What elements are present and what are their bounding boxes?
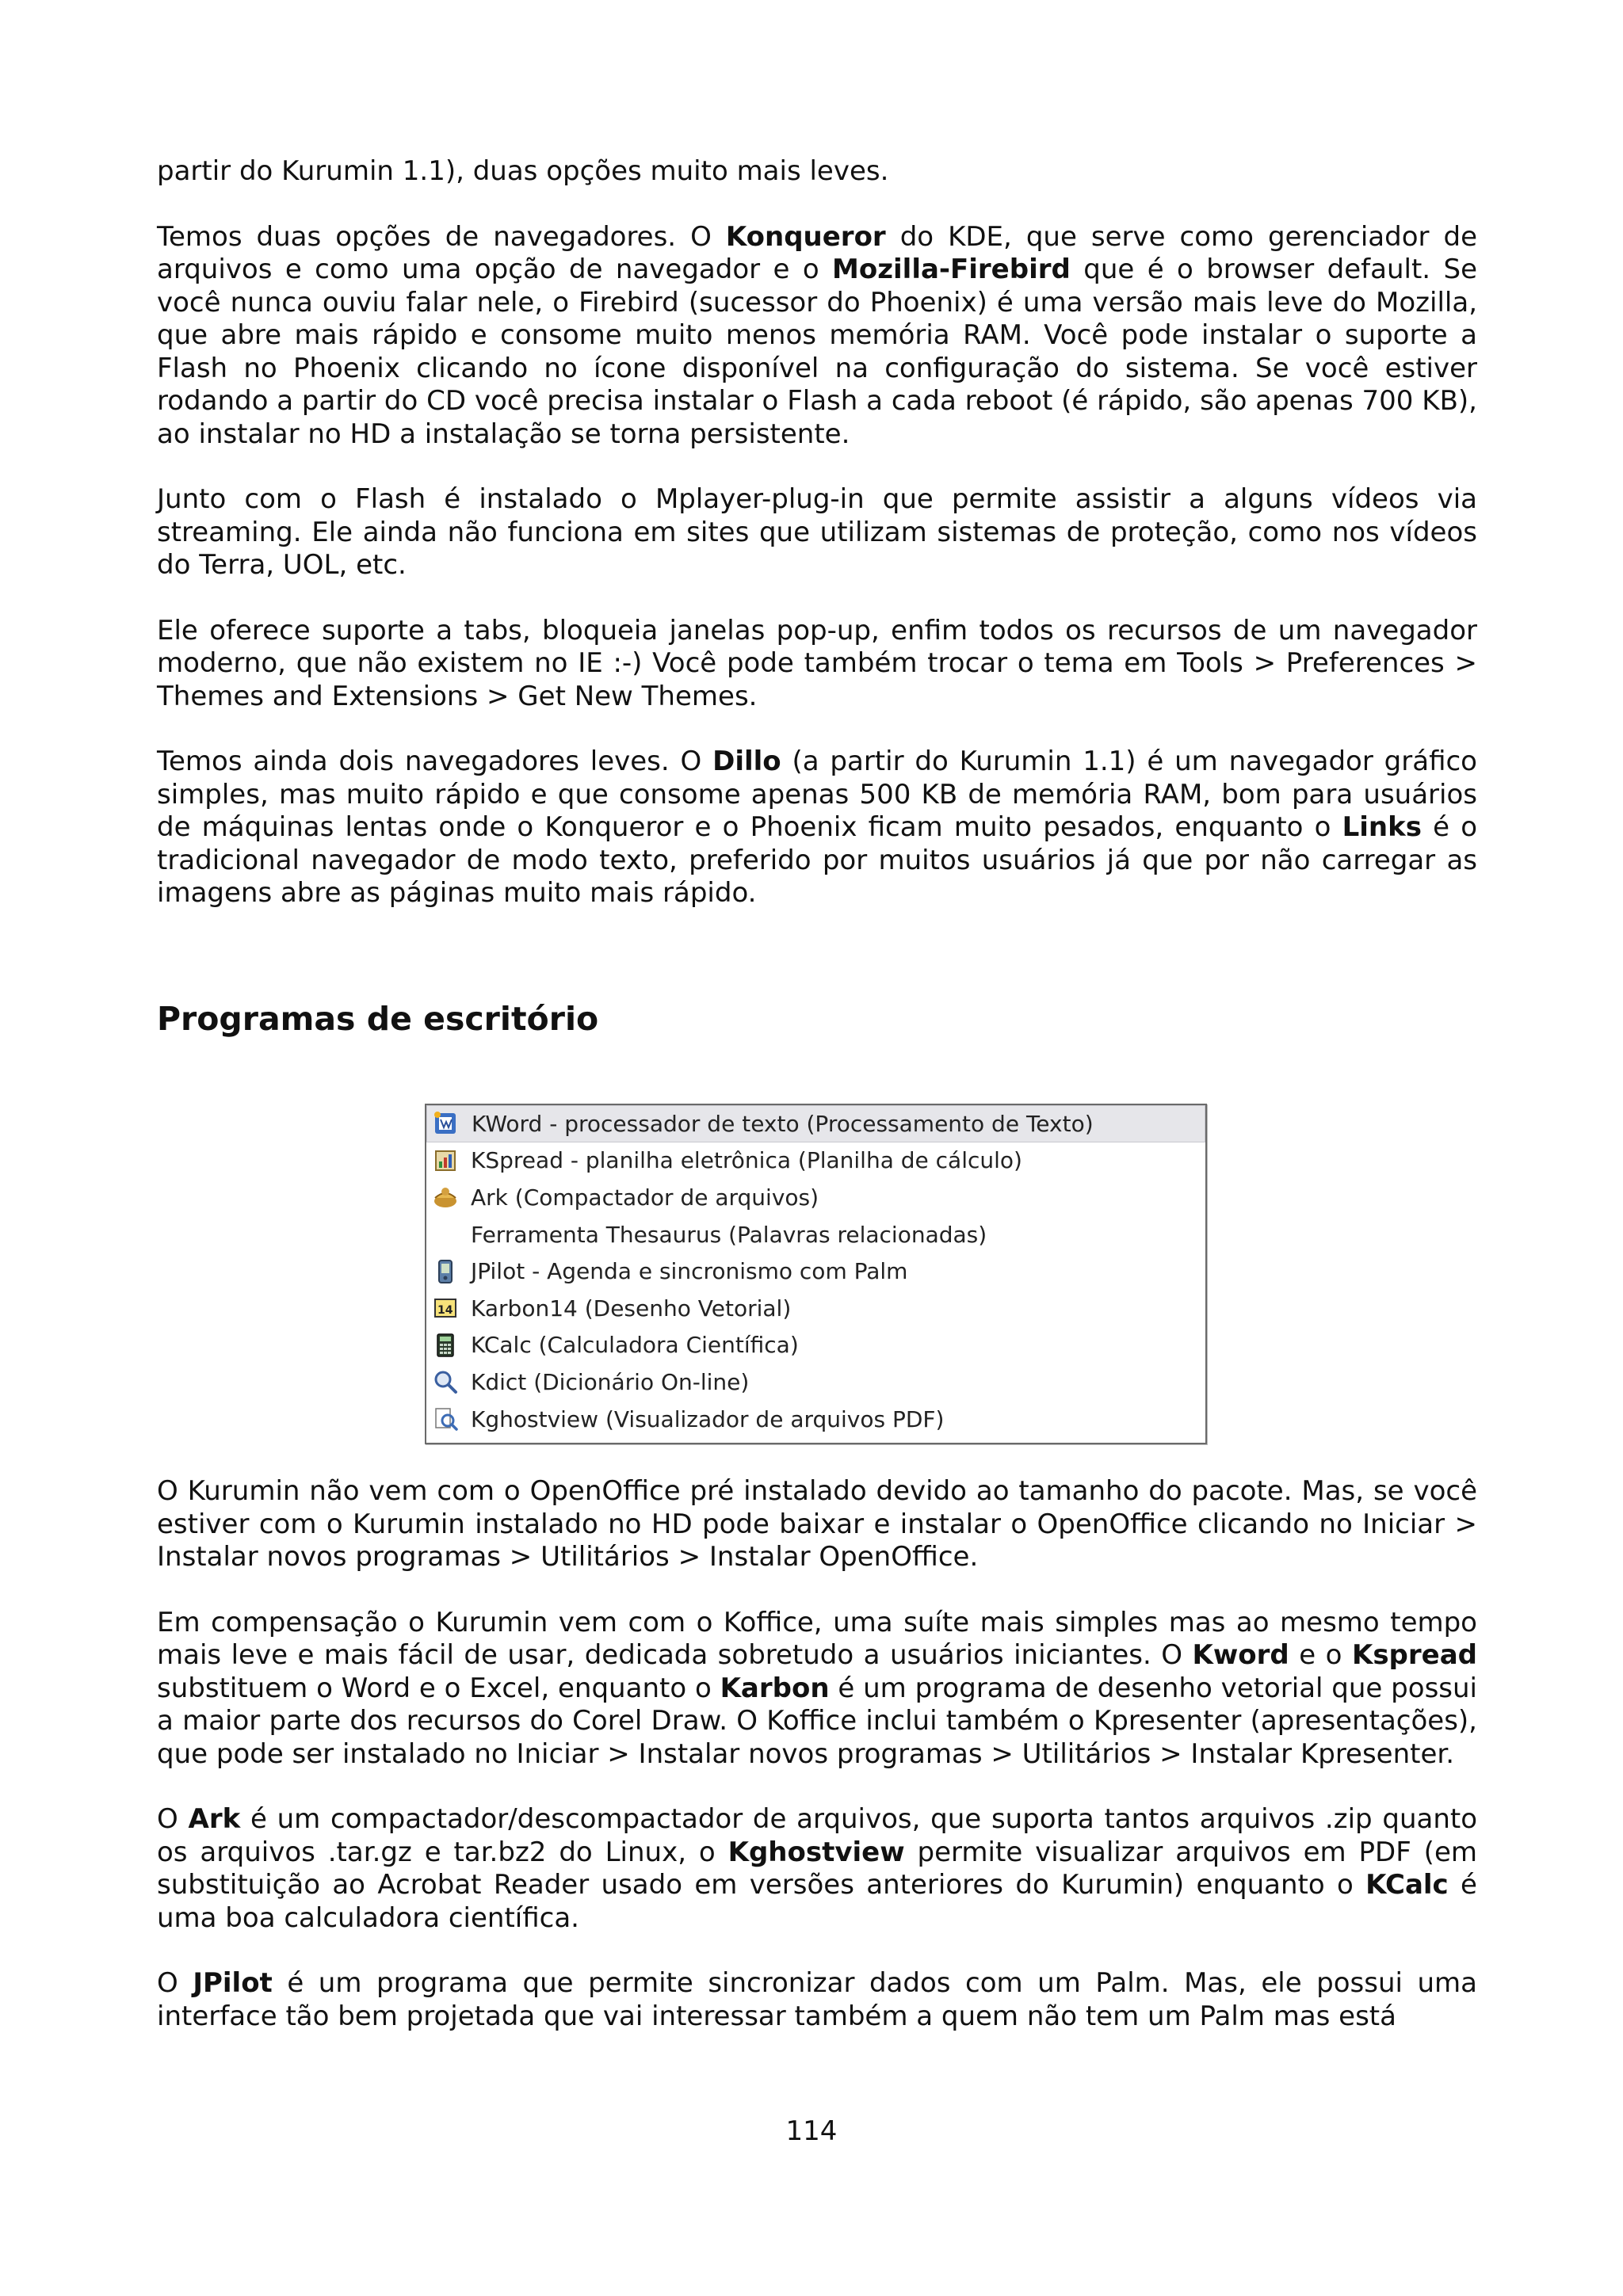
menu-item-label: Ferramenta Thesaurus (Palavras relacionadas): [471, 1221, 987, 1248]
text-run: substituem o Word e o Excel, enquanto o: [157, 1672, 720, 1704]
paragraph: [157, 1967, 1477, 2033]
bold-term: Kword: [1192, 1639, 1289, 1671]
text-run: (a partir do Kurumin 1.1) é um navegador gráfico simples, mas muito rápido e que consome apenas 500 KB de memória RAM, bom para usuários de máquinas lentas onde o Konqueror e o Phoenix ficam muito pesados, enquanto o: [157, 746, 1477, 843]
menu-item-label: Ark (Compactador de arquivos): [471, 1184, 819, 1211]
section-heading: Programas de escritório: [157, 1000, 599, 1038]
bold-term: Dillo: [712, 746, 781, 777]
kcalc-icon: [430, 1329, 461, 1361]
text-run: é o tradicional navegador de modo texto, preferido por muitos usuários já que por não carregar as imagens abre as páginas muito mais rápido.: [157, 811, 1478, 909]
office-menu-screenshot: [425, 1104, 1207, 1444]
text-run: é uma boa calculadora científica.: [157, 1869, 1477, 1934]
bold-term: Karbon: [720, 1672, 830, 1704]
menu-item-label: Karbon14 (Desenho Vetorial): [471, 1295, 792, 1322]
kghostview-icon: [430, 1403, 461, 1435]
text-run: permite visualizar arquivos em PDF (em substituição ao Acrobat Reader usado em versões anteriores do Kurumin) enquanto o: [157, 1836, 1477, 1901]
menu-item-label: JPilot - Agenda e sincronismo com Palm: [471, 1258, 908, 1285]
menu-item-thesaurus[interactable]: [426, 1216, 1205, 1253]
kword-icon: [430, 1108, 462, 1139]
text-run: Temos ainda dois navegadores leves. O: [157, 746, 713, 777]
text-run: Junto com o Flash é instalado o Mplayer-plug-in que permite assistir a alguns vídeos via streaming. Ele ainda não funciona em sites que utilizam sistemas de proteção, como nos vídeos do Terra, UOL, etc.: [157, 483, 1477, 581]
menu-item-kword[interactable]: [426, 1105, 1205, 1142]
text-run: e o: [1289, 1639, 1352, 1671]
text-run: O Kurumin não vem com o OpenOffice pré instalado devido ao tamanho do pacote. Mas, se você estiver com o Kurumin instalado no HD pode baixar e instalar o OpenOffice clicando no Iniciar > Instalar novos programas > Utilitários > Instalar OpenOffice.: [157, 1475, 1477, 1573]
paragraph: [157, 1803, 1477, 1935]
menu-item-karbon14[interactable]: [426, 1290, 1205, 1327]
paragraph: [157, 615, 1477, 714]
paragraph: [157, 483, 1477, 582]
text-block-office: [157, 1475, 1477, 2033]
karbon-icon: [430, 1292, 461, 1324]
bold-term: Links: [1342, 811, 1422, 843]
text-block-browsers: [157, 155, 1477, 910]
menu-item-label: Kghostview (Visualizador de arquivos PDF): [471, 1405, 945, 1432]
paragraph: [157, 1475, 1477, 1574]
menu-item-label: KWord - processador de texto (Processamento de Texto): [472, 1110, 1094, 1137]
kspread-icon: [430, 1145, 461, 1177]
text-run: que é o browser default. Se você nunca ouviu falar nele, o Firebird (sucessor do Phoenix) é uma versão mais leve do Mozilla, que abre mais rápido e consome muito menos memória RAM. Você pode instalar o suporte a Flash no Phoenix clicando no ícone disponível na configuração do sistema. Se você estiver rodando a partir do CD você precisa instalar o Flash a cada reboot (é rápido, são apenas 700 KB), ao instalar no HD a instalação se torna persistente.: [157, 254, 1477, 450]
text-run: Em compensação o Kurumin vem com o Koffice, uma suíte mais simples mas ao mesmo tempo mais leve e mais fácil de usar, dedicada sobretudo a usuários iniciantes. O: [157, 1606, 1477, 1671]
menu-item-kdict[interactable]: [426, 1363, 1205, 1401]
text-run: Temos duas opções de navegadores. O: [157, 220, 726, 253]
bold-term: Ark: [188, 1803, 241, 1835]
paragraph: [157, 155, 1477, 189]
menu-item-ark[interactable]: [426, 1179, 1205, 1216]
bold-term: Kghostview: [727, 1836, 905, 1868]
menu-item-jpilot[interactable]: [426, 1253, 1205, 1290]
text-run: do KDE, que serve como gerenciador de arquivos e como uma opção de navegador e o: [157, 220, 1477, 285]
bold-term: Konqueror: [725, 220, 886, 253]
paragraph: [157, 221, 1477, 452]
kdict-icon: [430, 1366, 461, 1398]
text-run: Ele oferece suporte a tabs, bloqueia janelas pop-up, enfim todos os recursos de um navegador moderno, que não existem no IE :-) Você pode também trocar o tema em Tools > Preferences > Themes and Extensions > Get New Themes.: [157, 614, 1477, 712]
text-run: é um compactador/descompactador de arquivos, que suporta tantos arquivos .zip quanto os arquivos .tar.gz e tar.bz2 do Linux, o: [157, 1803, 1478, 1868]
text-run: partir do Kurumin 1.1), duas opções muito mais leves.: [157, 155, 889, 187]
jpilot-icon: [430, 1256, 461, 1287]
menu-item-kghostview[interactable]: [426, 1401, 1205, 1438]
paragraph: [157, 746, 1477, 910]
page-number: 114: [785, 2115, 838, 2147]
bold-term: Kspread: [1351, 1639, 1477, 1671]
menu-item-label: Kdict (Dicionário On-line): [471, 1368, 750, 1395]
ark-icon: [430, 1181, 461, 1213]
paragraph: [157, 1607, 1477, 1772]
text-run: O: [157, 1967, 193, 1999]
bold-term: KCalc: [1365, 1869, 1449, 1901]
bold-term: JPilot: [193, 1967, 273, 1999]
menu-item-label: KSpread - planilha eletrônica (Planilha de cálculo): [471, 1147, 1022, 1174]
text-run: é um programa que permite sincronizar dados com um Palm. Mas, ele possui uma interface tão bem projetada que vai interessar também a quem não tem um Palm mas está: [157, 1967, 1477, 2032]
text-run: O: [157, 1803, 189, 1835]
blank-icon: [430, 1219, 461, 1250]
menu-item-kspread[interactable]: [426, 1142, 1205, 1180]
bold-term: Mozilla-Firebird: [832, 254, 1071, 285]
menu-item-kcalc[interactable]: [426, 1327, 1205, 1364]
svg-text:14: 14: [437, 1304, 453, 1318]
menu-item-label: KCalc (Calculadora Científica): [471, 1332, 799, 1359]
text-run: é um programa de desenho vetorial que possui a maior parte dos recursos do Corel Draw. O Koffice inclui também o Kpresenter (apresentações), que pode ser instalado no Iniciar > Instalar novos programas > Utilitários > Instalar Kpresenter.: [157, 1672, 1477, 1770]
